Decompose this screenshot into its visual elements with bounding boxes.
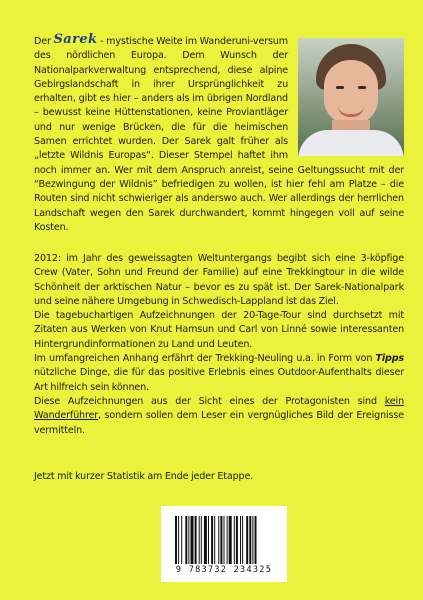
description-sentence-4: Diese Aufzeichnungen aus der Sicht eines der Protagonisten sind kein Wanderführer, sondern sollen dem Leser ein vergnügliches Bild der Ereignisse vermitteln. [34, 395, 404, 436]
description-sentence-3: Im umfangreichen Anhang erfährt der Trekking-Neuling u.a. in Form von Tipps nützliche Dinge, die für das positive Erlebnis eines Outdoor-Aufenthalts dieser Art hilfreich sein können. [34, 353, 404, 393]
isbn-number: 9 783732 234325 [175, 565, 273, 575]
description-paragraph [34, 252, 404, 438]
intro-paragraph [34, 34, 404, 235]
sarek-logo: Sarek [53, 32, 98, 47]
author-photo [298, 38, 404, 156]
barcode-bars [171, 516, 277, 564]
description-sentence-2: Die tagebuchartigen Aufzeichnungen der 20-Tage-Tour sind durchsetzt mit Zitaten aus Werken von Knut Hamsun und Carl von Linné sowie interessanten Hintergrundinformationen zu Land und Leuten. [34, 310, 404, 350]
intro-lead: Der [34, 36, 51, 47]
barcode [161, 506, 287, 582]
description-sentence-1: 2012: im Jahr des geweissagten Weltuntergangs begibt sich eine 3-köpfige Crew (Vater, Sohn und Freund der Familie) auf eine Trekkingtour in die wilde Schönheit der arktischen Natur – bevor es zu spät ist. Der Sarek-Nationalpark und seine nähere Umgebung in Schwedisch-Lappland ist das Ziel. [34, 253, 404, 307]
tipps-word: Tipps [375, 353, 404, 365]
kein-wanderfuehrer-text: kein Wanderführer [34, 395, 404, 422]
intro-body: - mystische Weite im Wanderuni-versum des nördlichen Europa. Dem Wunsch der Nationalparkverwaltung entsprechend, diese alpine Gebirgslandschaft in ihrer Ursprünglichkeit zu erhalten, gibt es hier – anders als im übrigen Nordland – bewusst keine Hüttenstationen, keine Proviantläger und nur wenige Brücken, die für die heimischen Samen errichtet wurden. Der Sarek galt früher als „letzte Wildnis Europas“. Dieser Stempel haftet ihm noch immer an. Wer mit dem Anspruch anreist, seine Geltungssucht mit der “Bezwingung der Wildnis” befriedigen zu wollen, ist hier fehl am Platze – die Routen sind nicht schwieriger als anderswo auch. Wer allerdings der herrlichen Landschaft wegen den Sarek durchwandert, kommt hingegen voll auf seine Kosten. [34, 36, 404, 233]
statistics-note: Jetzt mit kurzer Statistik am Ende jeder Etappe. [34, 471, 254, 482]
